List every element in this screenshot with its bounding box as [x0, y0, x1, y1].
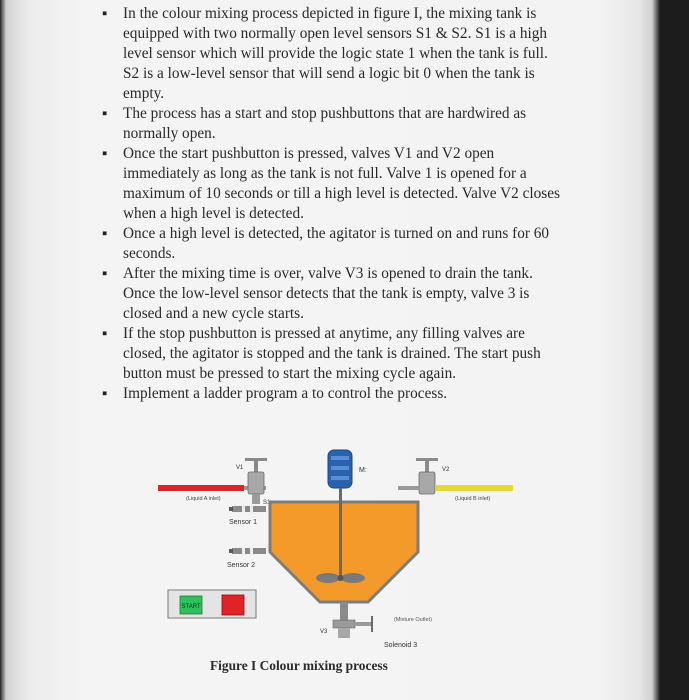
requirements-list — [100, 4, 560, 404]
agitator-hub — [338, 575, 344, 581]
stop-button[interactable] — [222, 595, 244, 615]
sensor-s2 — [229, 547, 266, 555]
agitator-shaft — [339, 488, 342, 578]
liquid-a-label: (Liquid A inlet) — [186, 496, 221, 502]
bullet-item: ▪ The process has a start and stop pushbuttons that are hardwired as normally open. — [100, 104, 560, 144]
sensor-s1 — [229, 505, 266, 513]
tank-outlet — [340, 602, 348, 620]
agitator-blade-right — [341, 573, 365, 583]
bullet-item: ▪ Once a high level is detected, the agitator is turned on and runs for 60 seconds. — [100, 224, 560, 264]
figure-caption: Figure I Colour mixing process — [210, 658, 388, 673]
bullet-item: ▪ Once the start pushbutton is pressed, valves V1 and V2 open immediately as long as the tank is not full. Valve 1 is opened for a maximum of 10 seconds or till a high level is detected. Valve V2 closes when a high level is detected. — [100, 144, 560, 224]
agitator-motor — [328, 450, 352, 488]
sensor1-label: Sensor 1 — [229, 519, 258, 526]
v3-label: V3 — [320, 629, 328, 635]
bullet-item: ▪ In the colour mixing process depicted in figure I, the mixing tank is equipped with two normally open level sensors S1 & S2. S1 is a high level sensor which will provide the logic state 1 when the tank is full. S2 is a low-level sensor that will send a logic bit 0 when the tank is empty. — [100, 4, 560, 104]
agitator-blade-left — [316, 573, 340, 583]
mixing-tank — [270, 502, 418, 602]
liquid-b-pipe-join — [398, 486, 420, 490]
valve-v1 — [245, 458, 267, 504]
sensor2-label: Sensor 2 — [227, 562, 256, 569]
bullet-item: ▪ After the mixing time is over, valve V3 is opened to drain the tank. Once the low-level sensor detects that the tank is empty, valve 3 is closed and a new cycle starts. — [100, 264, 560, 324]
solenoid3-label: Solenoid 3 — [384, 642, 418, 649]
liquid-a-pipe — [158, 485, 244, 491]
start-label: START — [181, 604, 201, 610]
liquid-b-pipe — [435, 485, 513, 491]
v1-label: V1 — [236, 465, 244, 471]
bullet-item: ▪ Implement a ladder program a to control the process. — [100, 384, 560, 404]
bullet-item: ▪ If the stop pushbutton is pressed at anytime, any filling valves are closed, the agitator is stopped and the tank is drained. The start push button must be pressed to start the mixing cycle again. — [100, 324, 560, 384]
motor-label: M: — [359, 467, 367, 474]
valve-v3 — [333, 616, 373, 638]
v2-label: V2 — [442, 467, 450, 473]
outlet-label: (Mixture Outlet) — [394, 617, 432, 623]
mixing-process-diagram — [150, 436, 550, 656]
s1-label: S1 — [263, 500, 271, 506]
liquid-b-label: (Liquid B inlet) — [455, 496, 491, 502]
